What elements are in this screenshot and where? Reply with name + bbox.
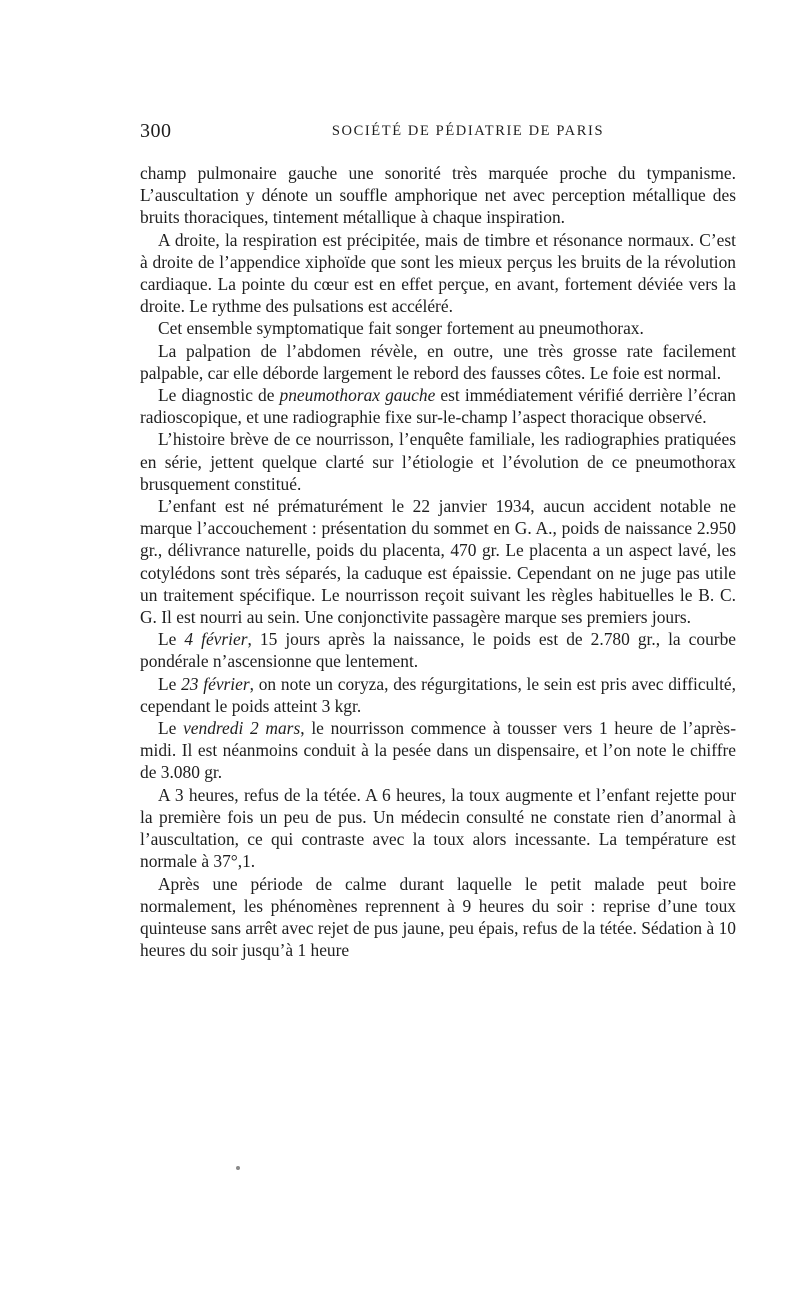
paragraph: L’histoire brève de ce nourrisson, l’enquête familiale, les radiographies pratiquées en série, jettent quelque clarté sur l’étiologie et l’évolution de ce pneumothorax brusquement constitué. [140, 429, 736, 494]
paragraph [140, 673, 736, 717]
text-run: Le [158, 718, 184, 739]
text-run: Le diagnostic de [158, 385, 280, 406]
running-title: SOCIÉTÉ DE PÉDIATRIE DE PARIS [331, 123, 605, 139]
paragraph: A 3 heures, refus de la tétée. A 6 heures, la toux augmente et l’enfant rejette pour la première fois un peu de pus. Un médecin consulté ne constate rien d’anormal à l’auscultation, ce qui contraste avec la toux alors incessante. La température est normale à 37°,1. [140, 784, 736, 872]
italic-date: 4 février [184, 629, 248, 650]
running-head [140, 120, 736, 146]
text-run: est immédiatement vérifié derrière l’écran radioscopique, et une radiographie fixe sur-le-champ l’aspect thoracique observé. [140, 385, 736, 428]
paper-speck [236, 1166, 240, 1170]
page-number: 300 [140, 120, 172, 142]
italic-term: pneumothorax gauche [279, 385, 436, 406]
italic-date: vendredi 2 mars [183, 718, 301, 739]
paragraph: Cet ensemble symptomatique fait songer fortement au pneumothorax. [158, 318, 644, 339]
paragraph: La palpation de l’abdomen révèle, en outre, une très grosse rate facilement palpable, car elle déborde largement le rebord des fausses côtes. Le foie est normal. [140, 340, 736, 383]
paragraph: A droite, la respiration est précipitée, mais de timbre et résonance normaux. C’est à droite de l’appendice xiphoïde que sont les mieux perçus les bruits de la révolution cardiaque. La pointe du cœur est en effet perçue, en avant, fortement déviée vers la droite. Le rythme des pulsations est accéléré. [140, 229, 736, 317]
text-run: , 15 jours après la naissance, le poids est de 2.780 gr., la courbe pondérale n’ascensionne que lentement. [140, 629, 736, 672]
paragraph [140, 717, 736, 784]
text-run: Le [158, 629, 185, 650]
book-page [140, 120, 736, 961]
paragraph [140, 628, 736, 672]
text-run: , on note un coryza, des régurgitations, le sein est pris avec difficulté, cependant le poids atteint 3 kgr. [140, 673, 736, 716]
text-run: , le nourrisson commence à tousser vers 1 heure de l’après-midi. Il est néanmoins conduit à la pesée dans un dispensaire, et l’on note le chiffre de 3.080 gr. [140, 718, 736, 783]
italic-date: 23 février [181, 673, 250, 694]
paragraph [140, 384, 736, 428]
paragraph: Après une période de calme durant laquelle le petit malade peut boire normalement, les phénomènes reprennent à 9 heures du soir : reprise d’une toux quinteuse sans arrêt avec rejet de pus jaune, peu épais, refus de la tétée. Sédation à 10 heures du soir jusqu’à 1 heure [140, 873, 736, 961]
paragraph: L’enfant est né prématurément le 22 janvier 1934, aucun accident notable ne marque l’accouchement : présentation du sommet en G. A., poids de naissance 2.950 gr., délivrance naturelle, poids du placenta, 470 gr. Le placenta a un aspect lavé, les cotylédons sont très séparés, la caduque est épaissie. Cependant on ne juge pas utile un traitement spécifique. Le nourrisson reçoit suivant les règles habituelles le B. C. G. Il est nourri au sein. Une conjonctivite passagère marque ses premiers jours. [140, 496, 736, 628]
body-text [140, 162, 736, 961]
paragraph: champ pulmonaire gauche une sonorité très marquée proche du tympanisme. L’auscultation y dénote un souffle amphorique net avec perception métallique des bruits thoraciques, tintement métallique à chaque inspiration. [140, 163, 736, 228]
text-run: Le [158, 673, 182, 694]
